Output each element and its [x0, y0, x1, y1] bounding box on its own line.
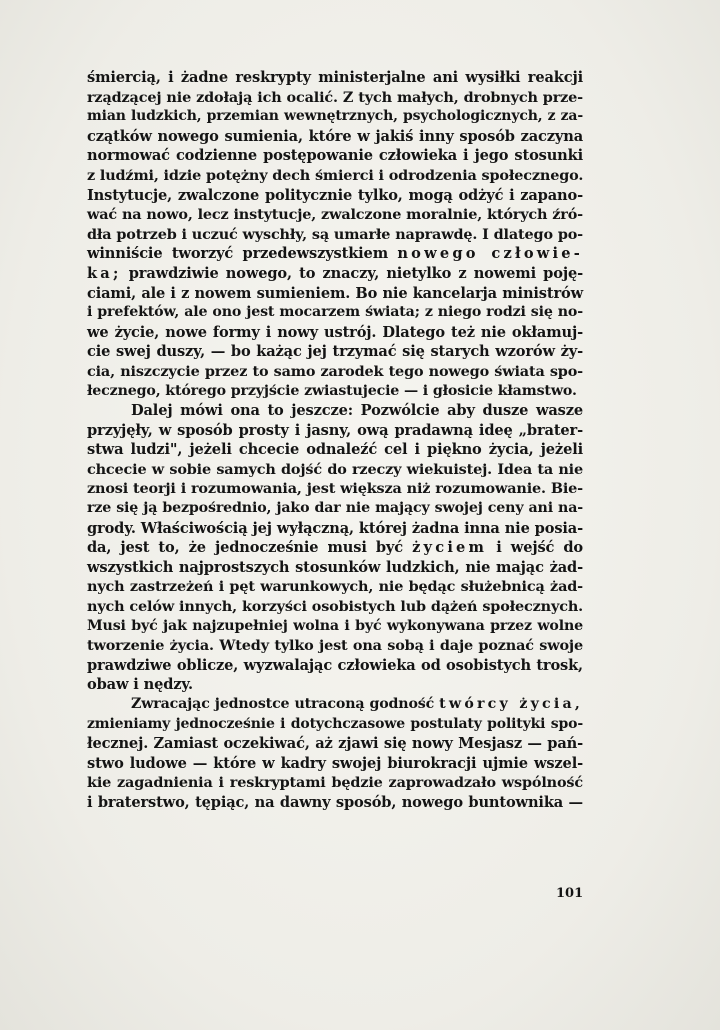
text-line [87, 715, 583, 735]
emphasized-text: życiem [412, 539, 488, 557]
line-text: da, jest to, że jednocześnie musi być [87, 539, 413, 557]
line-text: Musi być jak najzupełniej wolna i być wykonywana przez wolne [87, 617, 583, 634]
text-line [87, 675, 583, 695]
line-text: prawdziwie nowego, to znaczy, nietylko z nowemi poję- [121, 264, 583, 282]
line-text: chcecie w sobie samych dojść do rzeczy wiekuistej. Idea ta nie [87, 460, 583, 478]
text-line [87, 577, 583, 597]
emphasized-text: ka; [87, 264, 122, 282]
text-line [87, 499, 583, 519]
line-text: stwa ludzi", jeżeli chcecie odnaleźć cel i piękno życia, jeżeli [87, 441, 583, 459]
text-line [87, 205, 583, 225]
text-line [87, 793, 583, 813]
line-text: mian ludzkich, przemian wewnętrznych, psychologicznych, z za- [87, 108, 583, 125]
text-line [87, 558, 583, 578]
text-line [87, 617, 583, 637]
text-line [87, 519, 583, 539]
line-text: przyjęły, w sposób prosty i jasny, ową pradawną ideę „brater- [87, 421, 583, 439]
line-text: znosi teorji i rozumowania, jest większa niż rozumowanie. Bie- [87, 480, 583, 498]
line-text: prawdziwe oblicze, wyzwalając człowieka od osobistych trosk, [87, 656, 583, 674]
line-text: grody. Właściwością jej wyłączną, której żadna inna nie posia- [87, 519, 583, 537]
line-text: rze się ją bezpośrednio, jako dar nie mający swojej ceny ani na- [87, 500, 583, 517]
text-line [87, 479, 583, 499]
text-line [87, 127, 583, 147]
text-line [87, 382, 583, 402]
text-line [87, 68, 583, 88]
text-line [87, 636, 583, 656]
line-text: i wejść do [487, 539, 583, 557]
text-line [87, 773, 583, 793]
line-text: rządzącej nie zdołają ich ocalić. Z tych małych, drobnych prze- [87, 88, 583, 106]
text-line [87, 225, 583, 245]
text-line [87, 440, 583, 460]
line-text: zmieniamy jednocześnie i dotychczasowe postulaty polityki spo- [87, 715, 583, 732]
text-line [87, 342, 583, 362]
line-text: ciami, ale i z nowem sumieniem. Bo nie kancelarja ministrów [87, 284, 583, 302]
line-text: łecznej. Zamiast oczekiwać, aż zjawi się nowy Mesjasz — pań- [87, 735, 583, 753]
line-text: cia, niszczycie przez to samo zarodek tego nowego świata spo- [87, 362, 583, 380]
line-text: obaw i nędzy. [87, 676, 193, 694]
emphasized-text: twórcy życia, [439, 696, 583, 712]
text-line [87, 146, 583, 166]
text-line [87, 754, 583, 774]
line-text: wszystkich najprostszych stosunków ludzkich, nie mając żad- [87, 558, 583, 576]
line-text: we życie, nowe formy i nowy ustrój. Dlatego też nie okłamuj- [87, 323, 583, 341]
line-text: Dalej mówi ona to jeszcze: Pozwólcie aby dusze wasze [131, 402, 583, 420]
text-line [87, 460, 583, 480]
text-line [87, 734, 583, 754]
text-line [87, 421, 583, 441]
line-text: Zwracając jednostce utraconą godność [131, 696, 440, 712]
text-line [87, 166, 583, 186]
line-text: czątków nowego sumienia, które w jakiś inny sposób zaczyna [87, 127, 583, 145]
text-line [87, 323, 583, 343]
text-line [87, 362, 583, 382]
text-line [87, 656, 583, 676]
text-line [87, 107, 583, 127]
line-text: Instytucje, zwalczone politycznie tylko, mogą odżyć i zapano- [87, 186, 583, 204]
line-text: i braterstwo, tępiąc, na dawny sposób, nowego buntownika — [87, 793, 583, 811]
text-line [87, 264, 583, 284]
text-line [87, 597, 583, 617]
emphasized-text: nowego człowie- [397, 245, 584, 263]
line-text: wać na nowo, lecz instytucje, zwalczone moralnie, których źró- [87, 206, 583, 224]
line-text: stwo ludowe — które w kadry swojej biurokracji ujmie wszel- [87, 754, 583, 772]
text-line [87, 88, 583, 108]
line-text: cie swej duszy, — bo każąc jej trzymać się starych wzorów ży- [87, 343, 583, 361]
line-text: łecznego, którego przyjście zwiastujecie — i głosicie kłamstwo. [87, 382, 577, 399]
line-text: nych zastrzeżeń i pęt warunkowych, nie będąc służebnicą żad- [87, 578, 583, 596]
line-text: normować codzienne postępowanie człowieka i jego stosunki [87, 147, 583, 165]
line-text: kie zagadnienia i reskryptami będzie zaprowadzało wspólność [87, 774, 583, 792]
line-text: śmiercią, i żadne reskrypty ministerjalne ani wysiłki reakcji [87, 69, 583, 86]
line-text: dła potrzeb i uczuć wyschły, są umarłe naprawdę. I dlatego po- [87, 225, 583, 243]
text-line [87, 186, 583, 206]
line-text: tworzenie życia. Wtedy tylko jest ona sobą i daje poznać swoje [87, 637, 583, 655]
text-line [87, 538, 583, 558]
line-text: winniście tworzyć przedewszystkiem [87, 245, 398, 263]
text-line [87, 284, 583, 304]
line-text: i prefektów, ale ono jest mocarzem świata; z niego rodzi się no- [87, 304, 583, 321]
text-line [87, 303, 583, 323]
body-text [87, 68, 583, 813]
text-line [87, 401, 583, 421]
text-line [87, 695, 583, 715]
line-text: z ludźmi, idzie potężny dech śmierci i odrodzenia społecznego. [87, 166, 584, 184]
text-line [87, 244, 583, 264]
line-text: nych celów innych, korzyści osobistych lub dążeń społecznych. [87, 598, 583, 616]
page-number: 101 [556, 886, 584, 901]
